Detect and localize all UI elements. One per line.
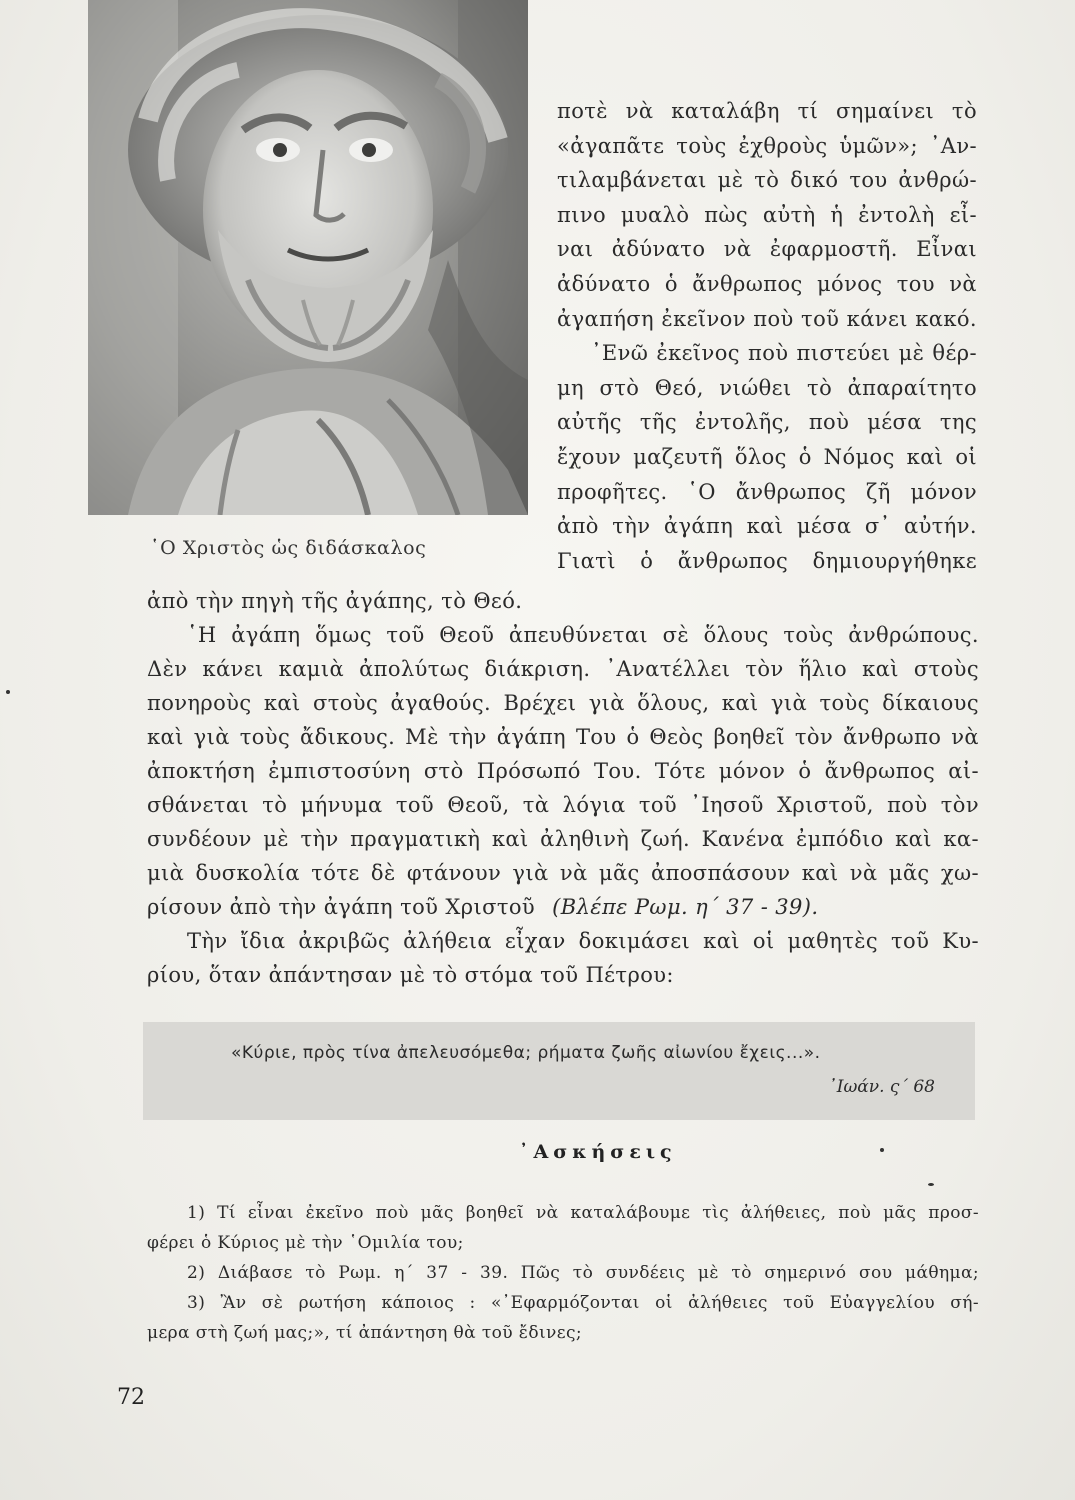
text-line: πινο μυαλὸ πὼς αὐτὴ ἡ ἐντολὴ εἶ- <box>557 202 977 227</box>
exercise-line: 1) Τί εἶναι ἐκεῖνο ποὺ μᾶς βοηθεῖ νὰ καταλάβουμε τὶς ἀλήθειες, ποὺ μᾶς προσ- <box>187 1203 979 1223</box>
text-line: ᾿Ενῶ ἐκεῖνος ποὺ πιστεύει μὲ θέρ- <box>591 341 977 366</box>
text-line: πονηροὺς καὶ στοὺς ἀγαθούς. Βρέχει γιὰ ὅλους, καὶ γιὰ τοὺς δίκαιους <box>147 691 979 715</box>
print-speck <box>928 1183 934 1186</box>
text-line: ρίου, ὅταν ἀπάντησαν μὲ τὸ στόμα τοῦ Πέτρου: <box>147 963 674 987</box>
text-line: μιὰ δυσκολία τότε δὲ φτάνουν γιὰ νὰ μᾶς ἀποσπάσουν καὶ νὰ μᾶς χω- <box>147 861 979 885</box>
page-number: 72 <box>117 1385 145 1410</box>
scripture-quote-box <box>143 1022 975 1120</box>
text-line: Δὲν κάνει καμιὰ ἀπολύτως διάκριση. ᾿Ανατέλλει τὸν ἥλιο καὶ στοὺς <box>147 657 979 681</box>
statue-portrait-icon <box>88 0 528 515</box>
text-line: τιλαμβάνεται μὲ τὸ δικό του ἀνθρώ- <box>557 168 977 193</box>
exercises-list <box>147 1198 979 1348</box>
text-line: μη στὸ Θεό, νιώθει τὸ ἀπαραίτητο <box>557 375 977 400</box>
text-line: αὐτῆς τῆς ἐντολῆς, ποὺ μέσα της <box>557 410 977 435</box>
text-line: ποτὲ νὰ καταλάβη τί σημαίνει τὸ <box>557 99 977 123</box>
text-line: ναι ἀδύνατο νὰ ἐφαρμοστῆ. Εἶναι <box>557 237 977 262</box>
print-speck <box>6 690 10 694</box>
text-line: ῾Η ἀγάπη ὅμως τοῦ Θεοῦ ἀπευθύνεται σὲ ὅλους τοὺς ἀνθρώπους. <box>187 623 979 647</box>
quote-reference: ᾿Ιωάν. ς΄ 68 <box>828 1077 935 1097</box>
statue-portrait-image <box>88 0 528 515</box>
text-line: Γιατὶ ὁ ἄνθρωπος δημιουργήθηκε <box>557 548 977 573</box>
text-line: καὶ γιὰ τοὺς ἄδικους. Μὲ τὴν ἀγάπη Του ὁ Θεὸς βοηθεῖ τὸν ἄνθρωπο νὰ <box>147 725 979 749</box>
text-line: «ἀγαπᾶτε τοὺς ἐχθροὺς ὑμῶν»; ᾿Αν- <box>557 133 977 158</box>
print-speck <box>880 1148 884 1152</box>
exercises-heading: ᾿Ασκήσεις <box>519 1141 677 1163</box>
exercise-line: 2) Διάβασε τὸ Ρωμ. η΄ 37 - 39. Πῶς τὸ συνδέεις μὲ τὸ σημερινό σου μάθημα; <box>187 1263 979 1283</box>
body-text <box>147 584 979 992</box>
text-line: Τὴν ἴδια ἀκριβῶς ἀλήθεια εἶχαν δοκιμάσει καὶ οἱ μαθητὲς τοῦ Κυ- <box>187 929 979 953</box>
text-line: ἀπὸ τὴν πηγὴ τῆς ἀγάπης, τὸ Θεό. <box>147 589 523 613</box>
text-line: συνδέουν μὲ τὴν πραγματικὴ καὶ ἀληθινὴ ζωή. Κανένα ἐμπόδιο καὶ κα- <box>147 827 979 851</box>
text-line: ἔχουν μαζευτῆ ὅλος ὁ Νόμος καὶ οἱ <box>557 444 977 469</box>
exercise-line: φέρει ὁ Κύριος μὲ τὴν ῾Ομιλία του; <box>147 1233 464 1253</box>
exercise-line: μερα στὴ ζωή μας;», τί ἀπάντηση θὰ τοῦ ἔδινες; <box>147 1323 583 1343</box>
text-line: ἀποκτήση ἐμπιστοσύνη στὸ Πρόσωπό Του. Τότε μόνον ὁ ἄνθρωπος αἰ- <box>147 759 979 783</box>
text-line: ἀγαπήση ἐκεῖνον ποὺ τοῦ κάνει κακό. <box>557 306 977 331</box>
quote-text: «Κύριε, πρὸς τίνα ἀπελευσόμεθα; ρήματα ζωῆς αἰωνίου ἔχεις...». <box>231 1043 821 1063</box>
text-line: ἀδύνατο ὁ ἄνθρωπος μόνος του νὰ <box>557 271 977 296</box>
right-column-text <box>557 94 977 578</box>
figure-caption: ῾Ο Χριστὸς ὡς διδάσκαλος <box>150 537 427 559</box>
text-line: ἀπὸ τὴν ἀγάπη καὶ μέσα σ᾿ αὐτήν. <box>557 514 977 539</box>
text-line: προφῆτες. ῾Ο ἄνθρωπος ζῆ μόνον <box>557 479 977 504</box>
citation: (Βλέπε Ρωμ. η΄ 37 - 39). <box>552 895 819 919</box>
exercise-line: 3) Ἂν σὲ ρωτήση κάποιος : «᾿Εφαρμόζονται οἱ ἀλήθειες τοῦ Εὐαγγελίου σή- <box>187 1293 979 1313</box>
text-line-part: ρίσουν ἀπὸ τὴν ἀγάπη τοῦ Χριστοῦ <box>147 895 536 919</box>
text-line: σθάνεται τὸ μήνυμα τοῦ Θεοῦ, τὰ λόγια τοῦ ᾿Ιησοῦ Χριστοῦ, ποὺ τὸν <box>147 793 979 817</box>
text-line <box>147 890 979 924</box>
